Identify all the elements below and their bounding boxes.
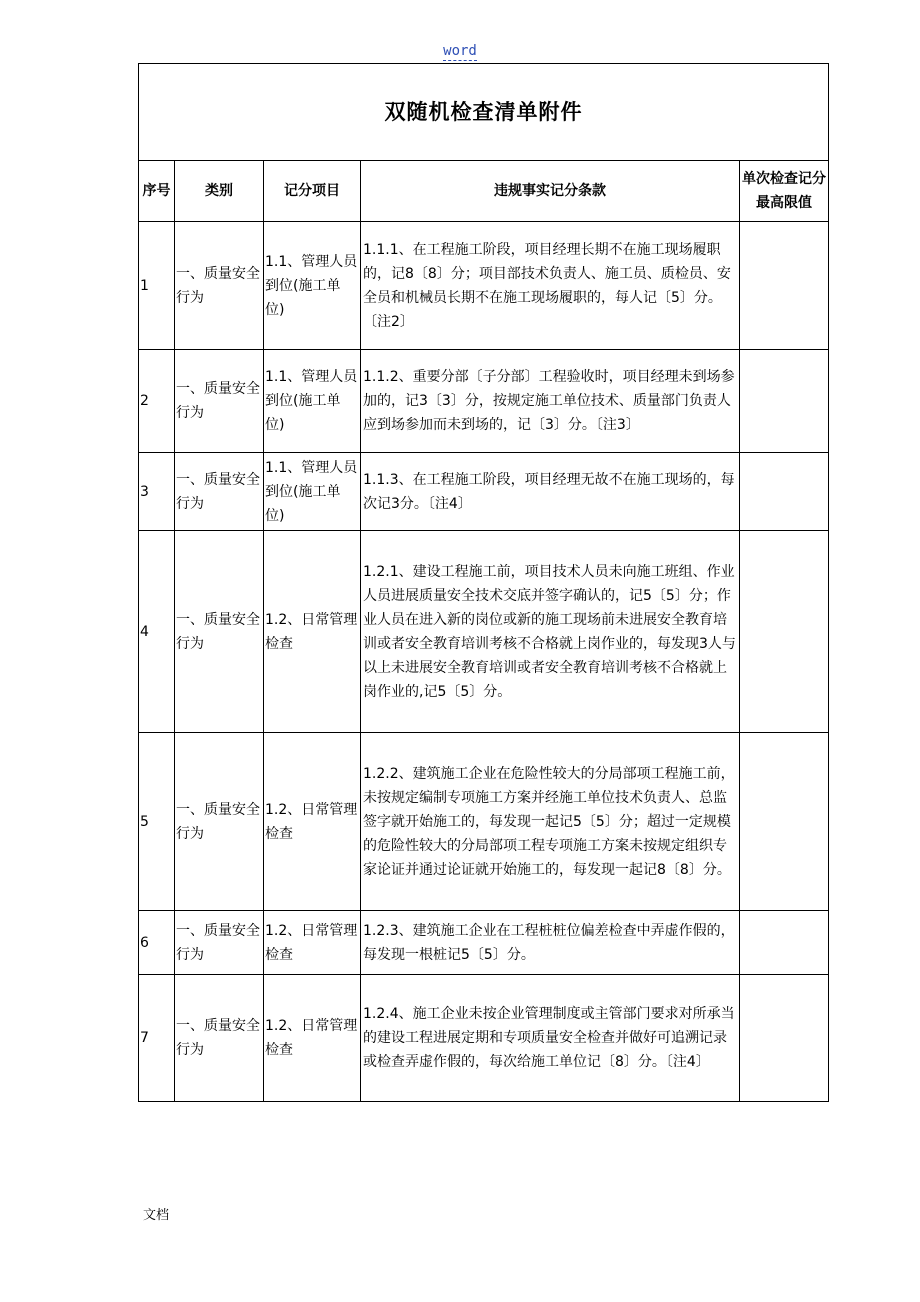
row-clause: 1.2.4、施工企业未按企业管理制度或主管部门要求对所承当的建设工程进展定期和专项质量安全检查并做好可追溯记录或检查弄虚作假的，每次给施工单位记〔8〕分。〔注4〕	[361, 975, 740, 1102]
row-seq: 3	[139, 453, 175, 531]
row-clause: 1.1.3、在工程施工阶段，项目经理无故不在施工现场的，每次记3分。〔注4〕	[361, 453, 740, 531]
row-item: 1.2、日常管理检查	[264, 531, 361, 733]
row-seq: 7	[139, 975, 175, 1102]
col-header-max: 单次检查记分最高限值	[740, 161, 829, 222]
row-seq: 5	[139, 733, 175, 911]
row-category: 一、质量安全行为	[175, 453, 264, 531]
row-max	[740, 975, 829, 1102]
header-word-text[interactable]: word	[443, 43, 477, 59]
row-seq: 2	[139, 350, 175, 453]
col-header-seq: 序号	[139, 161, 175, 222]
row-clause: 1.2.1、建设工程施工前，项目技术人员未向施工班组、作业人员进展质量安全技术交底并签字确认的，记5〔5〕分；作业人员在进入新的岗位或新的施工现场前未进展安全教育培训或者安全教育培训考核不合格就上岗作业的，每发现3人与以上未进展安全教育培训或者安全教育培训考核不合格就上岗作业的,记5〔5〕分。	[361, 531, 740, 733]
header-word-link[interactable]	[0, 41, 920, 61]
table-row	[139, 453, 829, 531]
table-row	[139, 350, 829, 453]
row-item: 1.1、管理人员到位(施工单位)	[264, 350, 361, 453]
row-item: 1.2、日常管理检查	[264, 975, 361, 1102]
row-seq: 4	[139, 531, 175, 733]
footer-label: 文档	[143, 1208, 170, 1223]
row-category: 一、质量安全行为	[175, 975, 264, 1102]
table-row	[139, 733, 829, 911]
table-row	[139, 975, 829, 1102]
row-item: 1.2、日常管理检查	[264, 733, 361, 911]
row-seq: 6	[139, 911, 175, 975]
title-row	[139, 64, 829, 161]
row-max	[740, 911, 829, 975]
row-max	[740, 222, 829, 350]
row-max	[740, 350, 829, 453]
row-item: 1.2、日常管理检查	[264, 911, 361, 975]
row-clause: 1.2.2、建筑施工企业在危险性较大的分局部项工程施工前，未按规定编制专项施工方案并经施工单位技术负责人、总监签字就开始施工的，每发现一起记5〔5〕分；超过一定规模的危险性较大的分局部项工程专项施工方案未按规定组织专家论证并通过论证就开始施工的，每发现一起记8〔8〕分。	[361, 733, 740, 911]
row-clause: 1.2.3、建筑施工企业在工程桩桩位偏差检查中弄虚作假的，每发现一根桩记5〔5〕分。	[361, 911, 740, 975]
row-category: 一、质量安全行为	[175, 733, 264, 911]
table-row	[139, 911, 829, 975]
row-category: 一、质量安全行为	[175, 911, 264, 975]
row-category: 一、质量安全行为	[175, 222, 264, 350]
inspection-table	[138, 63, 829, 1102]
row-item: 1.1、管理人员到位(施工单位)	[264, 453, 361, 531]
row-item: 1.1、管理人员到位(施工单位)	[264, 222, 361, 350]
header-row	[139, 161, 829, 222]
col-header-category: 类别	[175, 161, 264, 222]
table-row	[139, 531, 829, 733]
row-max	[740, 453, 829, 531]
row-clause: 1.1.2、重要分部〔子分部〕工程验收时，项目经理未到场参加的，记3〔3〕分，按规定施工单位技术、质量部门负责人应到场参加而未到场的，记〔3〕分。〔注3〕	[361, 350, 740, 453]
row-max	[740, 733, 829, 911]
table-row	[139, 222, 829, 350]
row-category: 一、质量安全行为	[175, 350, 264, 453]
col-header-clause: 违规事实记分条款	[361, 161, 740, 222]
row-category: 一、质量安全行为	[175, 531, 264, 733]
row-clause: 1.1.1、在工程施工阶段，项目经理长期不在施工现场履职的，记8〔8〕分；项目部技术负责人、施工员、质检员、安全员和机械员长期不在施工现场履职的，每人记〔5〕分。〔注2〕	[361, 222, 740, 350]
document-title: 双随机检查清单附件	[139, 64, 829, 161]
row-seq: 1	[139, 222, 175, 350]
col-header-item: 记分项目	[264, 161, 361, 222]
row-max	[740, 531, 829, 733]
